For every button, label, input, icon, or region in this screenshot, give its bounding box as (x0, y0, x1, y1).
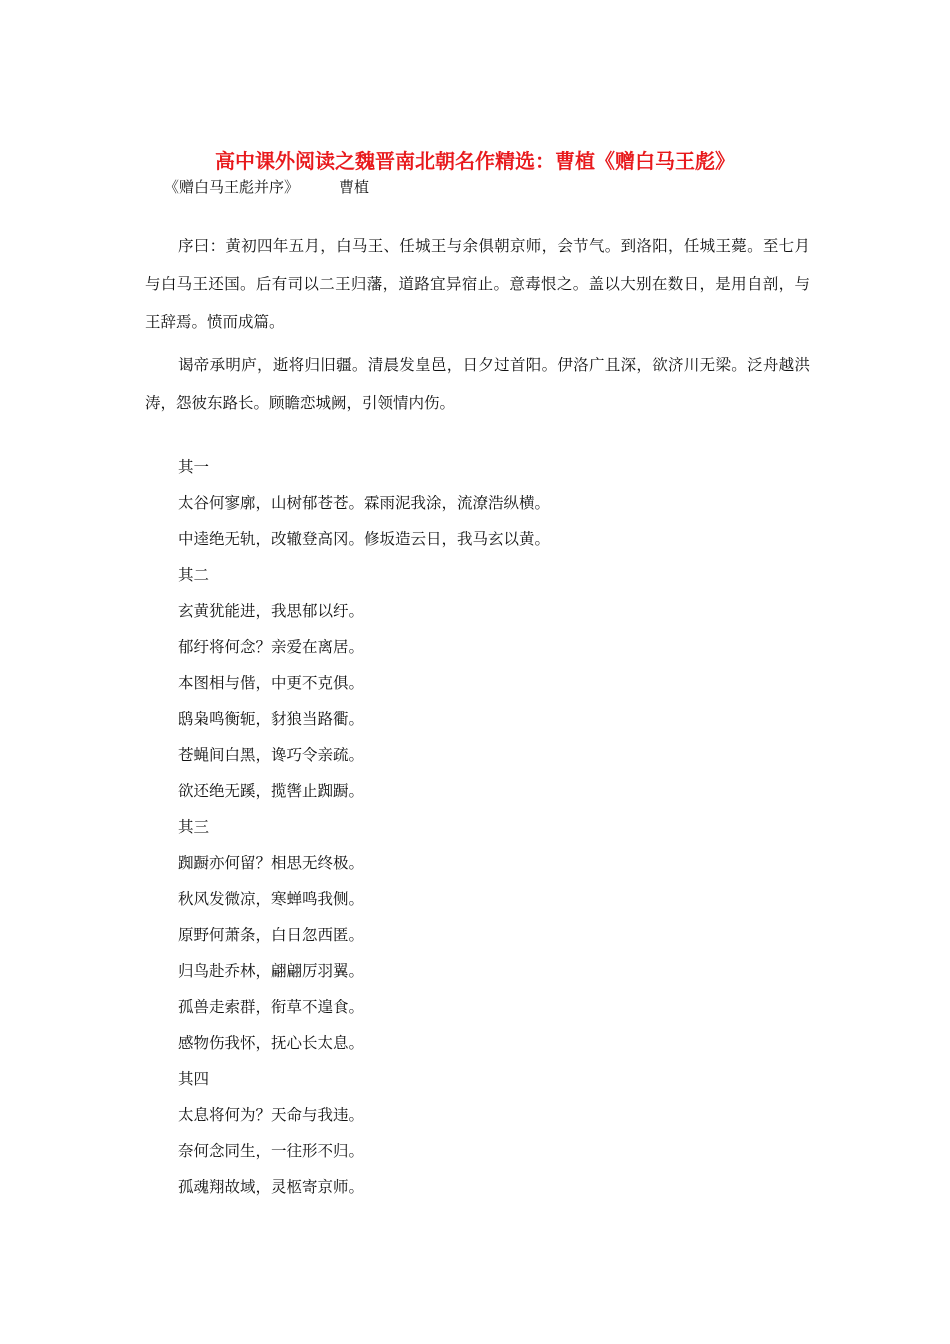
work-title: 《赠白马王彪并序》 (164, 178, 300, 196)
document-subtitle (164, 176, 369, 198)
opening-paragraph: 谒帝承明庐，逝将归旧疆。清晨发皇邑，日夕过首阳。伊洛广且深，欲济川无梁。泛舟越洪涛，怨彼东路长。顾瞻恋城阙，引领情内伤。 (145, 356, 810, 412)
verse-line: 奈何念同生，一往形不归。 (178, 1142, 365, 1160)
document-title: 高中课外阅读之魏晋南北朝名作精选：曹植《赠白马王彪》 (215, 149, 735, 173)
verse-line: 太谷何寥廓，山树郁苍苍。霖雨泥我涂，流潦浩纵横。 (178, 494, 551, 512)
verse-line: 鸱枭鸣衡轭，豺狼当路衢。 (178, 710, 365, 728)
section-heading: 其二 (178, 566, 210, 584)
verse-line: 中逵绝无轨，改辙登高冈。修坂造云日，我马玄以黄。 (178, 530, 551, 548)
verse-line: 欲还绝无蹊，揽辔止踟蹰。 (178, 782, 365, 800)
poem-verses (178, 449, 818, 1205)
section-heading: 其四 (178, 1070, 210, 1088)
verse-line: 玄黄犹能进，我思郁以纡。 (178, 602, 365, 620)
verse-line: 本图相与偕，中更不克俱。 (178, 674, 365, 692)
verse-line: 孤兽走索群，衔草不遑食。 (178, 998, 365, 1016)
verse-line: 孤魂翔故域，灵柩寄京师。 (178, 1178, 365, 1196)
verse-line: 太息将何为？天命与我违。 (178, 1106, 365, 1124)
verse-line: 苍蝇间白黑，谗巧令亲疏。 (178, 746, 365, 764)
author-name: 曹植 (339, 178, 370, 196)
verse-line: 郁纡将何念？亲爱在离居。 (178, 638, 365, 656)
section-heading: 其一 (178, 458, 210, 476)
verse-line: 原野何萧条，白日忽西匿。 (178, 926, 365, 944)
verse-line: 踟蹰亦何留？相思无终极。 (178, 854, 365, 872)
preface-paragraph: 序曰：黄初四年五月，白马王、任城王与余俱朝京师，会节气。到洛阳，任城王薨。至七月与白马王还国。后有司以二王归藩，道路宜异宿止。意毒恨之。盖以大别在数日，是用自剖，与王辞焉。愤而成篇。 (145, 237, 810, 331)
verse-line: 归鸟赴乔林，翩翩厉羽翼。 (178, 962, 365, 980)
verse-line: 感物伤我怀，抚心长太息。 (178, 1034, 365, 1052)
verse-line: 秋风发微凉，寒蝉鸣我侧。 (178, 890, 365, 908)
section-heading: 其三 (178, 818, 210, 836)
